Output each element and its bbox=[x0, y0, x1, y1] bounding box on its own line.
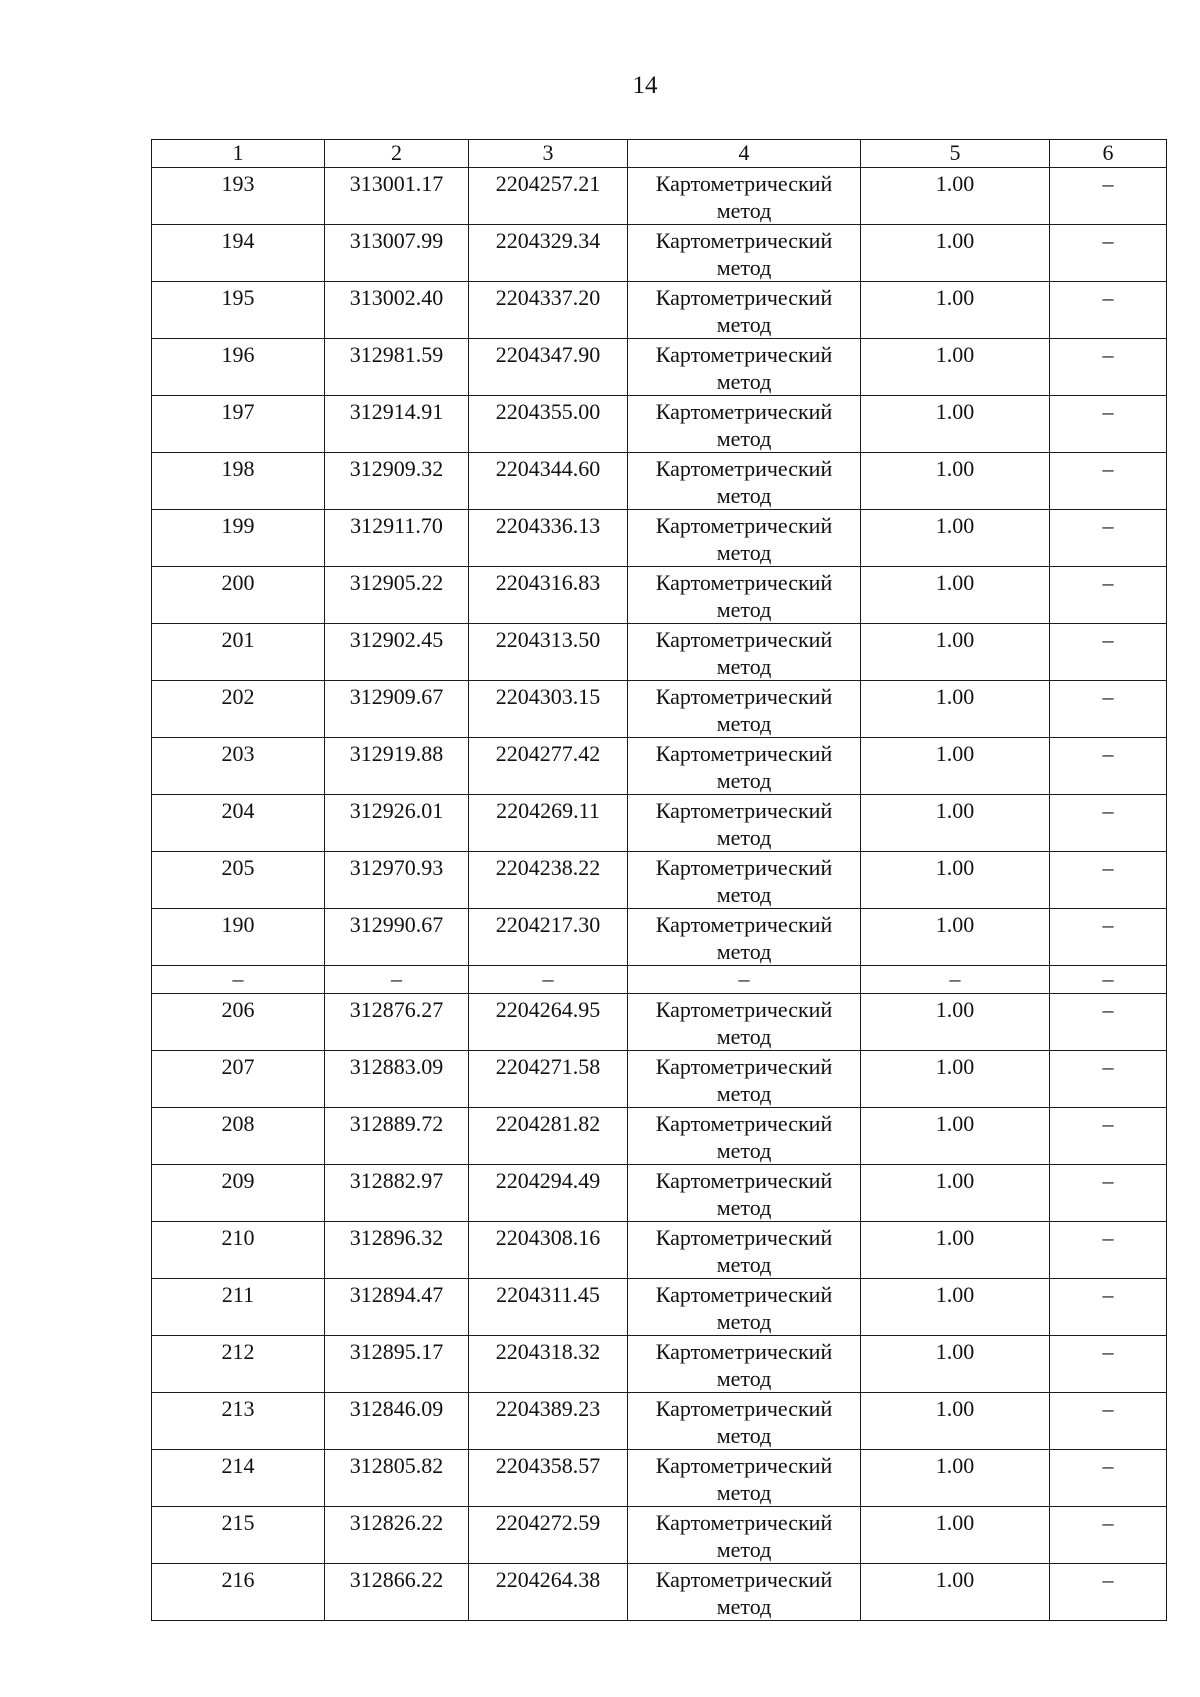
note-cell: – bbox=[1050, 1108, 1167, 1165]
table-row bbox=[152, 681, 1167, 738]
x-coordinate-cell: 313002.40 bbox=[325, 282, 469, 339]
table-row bbox=[152, 282, 1167, 339]
method-text: Картометрический bbox=[655, 1282, 833, 1307]
column-header: 2 bbox=[325, 140, 469, 168]
x-coordinate-cell: 312990.67 bbox=[325, 909, 469, 966]
note-cell: – bbox=[1050, 909, 1167, 966]
table-row bbox=[152, 624, 1167, 681]
y-coordinate-cell: 2204316.83 bbox=[469, 567, 628, 624]
table-header-row bbox=[152, 140, 1167, 168]
y-coordinate-cell: 2204355.00 bbox=[469, 396, 628, 453]
x-coordinate-cell: 312866.22 bbox=[325, 1564, 469, 1621]
method-text: Картометрический bbox=[655, 1567, 833, 1592]
method-text: Картометрический bbox=[655, 1339, 833, 1364]
method-cell bbox=[628, 168, 861, 225]
y-coordinate-cell: 2204329.34 bbox=[469, 225, 628, 282]
x-coordinate-cell: 313001.17 bbox=[325, 168, 469, 225]
method-text: метод bbox=[716, 1138, 772, 1163]
y-coordinate-cell: 2204281.82 bbox=[469, 1108, 628, 1165]
note-cell: – bbox=[1050, 1564, 1167, 1621]
y-coordinate-cell: 2204389.23 bbox=[469, 1393, 628, 1450]
point-number-cell: 203 bbox=[152, 738, 325, 795]
method-cell bbox=[628, 1450, 861, 1507]
method-cell bbox=[628, 567, 861, 624]
x-coordinate-cell: 313007.99 bbox=[325, 225, 469, 282]
method-cell bbox=[628, 453, 861, 510]
point-number-cell: 206 bbox=[152, 994, 325, 1051]
method-cell bbox=[628, 1279, 861, 1336]
x-coordinate-cell: 312894.47 bbox=[325, 1279, 469, 1336]
point-number-cell: 196 bbox=[152, 339, 325, 396]
table-row bbox=[152, 1222, 1167, 1279]
method-cell bbox=[628, 624, 861, 681]
point-number-cell: 197 bbox=[152, 396, 325, 453]
method-text: метод bbox=[716, 1423, 772, 1448]
method-text: метод bbox=[716, 1480, 772, 1505]
x-coordinate-cell: 312981.59 bbox=[325, 339, 469, 396]
accuracy-cell: 1.00 bbox=[861, 396, 1050, 453]
y-coordinate-cell: 2204269.11 bbox=[469, 795, 628, 852]
method-text: метод bbox=[716, 939, 772, 964]
table-row bbox=[152, 994, 1167, 1051]
note-cell: – bbox=[1050, 852, 1167, 909]
method-cell bbox=[628, 994, 861, 1051]
note-cell: – bbox=[1050, 453, 1167, 510]
table-row bbox=[152, 510, 1167, 567]
method-text: Картометрический bbox=[655, 228, 833, 253]
method-text: метод bbox=[716, 711, 772, 736]
x-coordinate-cell: 312876.27 bbox=[325, 994, 469, 1051]
method-cell bbox=[628, 681, 861, 738]
method-text: Картометрический bbox=[655, 342, 833, 367]
column-header: 1 bbox=[152, 140, 325, 168]
method-text: метод bbox=[716, 882, 772, 907]
point-number-cell: 199 bbox=[152, 510, 325, 567]
method-text: Картометрический bbox=[655, 456, 833, 481]
x-coordinate-cell: 312909.32 bbox=[325, 453, 469, 510]
table-row bbox=[152, 396, 1167, 453]
point-number-cell: 208 bbox=[152, 1108, 325, 1165]
point-number-cell: 205 bbox=[152, 852, 325, 909]
column-header: 4 bbox=[628, 140, 861, 168]
method-text: Картометрический bbox=[655, 285, 833, 310]
note-cell: – bbox=[1050, 396, 1167, 453]
x-coordinate-cell: 312846.09 bbox=[325, 1393, 469, 1450]
y-coordinate-cell: 2204238.22 bbox=[469, 852, 628, 909]
y-coordinate-cell: 2204257.21 bbox=[469, 168, 628, 225]
y-coordinate-cell: 2204217.30 bbox=[469, 909, 628, 966]
point-number-cell: 212 bbox=[152, 1336, 325, 1393]
y-coordinate-cell: 2204272.59 bbox=[469, 1507, 628, 1564]
x-coordinate-cell: – bbox=[325, 966, 469, 994]
method-text: Картометрический bbox=[655, 741, 833, 766]
point-number-cell: – bbox=[152, 966, 325, 994]
note-cell: – bbox=[1050, 1336, 1167, 1393]
note-cell: – bbox=[1050, 510, 1167, 567]
table-row bbox=[152, 453, 1167, 510]
method-text: Картометрический bbox=[655, 570, 833, 595]
accuracy-cell: 1.00 bbox=[861, 282, 1050, 339]
table-row bbox=[152, 1393, 1167, 1450]
y-coordinate-cell: 2204336.13 bbox=[469, 510, 628, 567]
y-coordinate-cell: 2204347.90 bbox=[469, 339, 628, 396]
coordinates-table-body bbox=[152, 140, 1167, 1621]
accuracy-cell: 1.00 bbox=[861, 1450, 1050, 1507]
x-coordinate-cell: 312919.88 bbox=[325, 738, 469, 795]
accuracy-cell: 1.00 bbox=[861, 1222, 1050, 1279]
x-coordinate-cell: 312805.82 bbox=[325, 1450, 469, 1507]
point-number-cell: 198 bbox=[152, 453, 325, 510]
method-text: Картометрический bbox=[655, 798, 833, 823]
point-number-cell: 202 bbox=[152, 681, 325, 738]
x-coordinate-cell: 312889.72 bbox=[325, 1108, 469, 1165]
accuracy-cell: 1.00 bbox=[861, 1051, 1050, 1108]
x-coordinate-cell: 312896.32 bbox=[325, 1222, 469, 1279]
y-coordinate-cell: 2204311.45 bbox=[469, 1279, 628, 1336]
method-text: метод bbox=[716, 1252, 772, 1277]
method-cell bbox=[628, 225, 861, 282]
x-coordinate-cell: 312902.45 bbox=[325, 624, 469, 681]
accuracy-cell: 1.00 bbox=[861, 994, 1050, 1051]
method-text: метод bbox=[716, 540, 772, 565]
table-row bbox=[152, 567, 1167, 624]
method-text: Картометрический bbox=[655, 1111, 833, 1136]
x-coordinate-cell: 312882.97 bbox=[325, 1165, 469, 1222]
method-cell bbox=[628, 795, 861, 852]
method-text: метод bbox=[716, 1195, 772, 1220]
note-cell: – bbox=[1050, 567, 1167, 624]
point-number-cell: 211 bbox=[152, 1279, 325, 1336]
method-cell bbox=[628, 1507, 861, 1564]
accuracy-cell: 1.00 bbox=[861, 909, 1050, 966]
y-coordinate-cell: 2204271.58 bbox=[469, 1051, 628, 1108]
x-coordinate-cell: 312926.01 bbox=[325, 795, 469, 852]
point-number-cell: 194 bbox=[152, 225, 325, 282]
method-text: Картометрический bbox=[655, 855, 833, 880]
y-coordinate-cell: 2204308.16 bbox=[469, 1222, 628, 1279]
method-text: метод bbox=[716, 1537, 772, 1562]
note-cell: – bbox=[1050, 681, 1167, 738]
method-text: метод bbox=[716, 768, 772, 793]
method-cell bbox=[628, 738, 861, 795]
table-row bbox=[152, 738, 1167, 795]
method-text: Картометрический bbox=[655, 1054, 833, 1079]
point-number-cell: 207 bbox=[152, 1051, 325, 1108]
point-number-cell: 190 bbox=[152, 909, 325, 966]
method-text: Картометрический bbox=[655, 997, 833, 1022]
x-coordinate-cell: 312905.22 bbox=[325, 567, 469, 624]
separator-row bbox=[152, 966, 1167, 994]
point-number-cell: 216 bbox=[152, 1564, 325, 1621]
x-coordinate-cell: 312911.70 bbox=[325, 510, 469, 567]
accuracy-cell: 1.00 bbox=[861, 681, 1050, 738]
method-cell bbox=[628, 1108, 861, 1165]
y-coordinate-cell: 2204303.15 bbox=[469, 681, 628, 738]
accuracy-cell: 1.00 bbox=[861, 738, 1050, 795]
y-coordinate-cell: 2204358.57 bbox=[469, 1450, 628, 1507]
note-cell: – bbox=[1050, 282, 1167, 339]
method-cell bbox=[628, 1564, 861, 1621]
y-coordinate-cell: 2204264.95 bbox=[469, 994, 628, 1051]
table-row bbox=[152, 1507, 1167, 1564]
table-row bbox=[152, 1279, 1167, 1336]
method-text: Картометрический bbox=[655, 399, 833, 424]
point-number-cell: 193 bbox=[152, 168, 325, 225]
note-cell: – bbox=[1050, 225, 1167, 282]
point-number-cell: 201 bbox=[152, 624, 325, 681]
method-text: Картометрический bbox=[655, 171, 833, 196]
note-cell: – bbox=[1050, 1393, 1167, 1450]
point-number-cell: 213 bbox=[152, 1393, 325, 1450]
method-cell bbox=[628, 1051, 861, 1108]
column-header: 3 bbox=[469, 140, 628, 168]
method-cell bbox=[628, 1393, 861, 1450]
note-cell: – bbox=[1050, 1450, 1167, 1507]
accuracy-cell: 1.00 bbox=[861, 852, 1050, 909]
accuracy-cell: – bbox=[861, 966, 1050, 994]
x-coordinate-cell: 312970.93 bbox=[325, 852, 469, 909]
note-cell: – bbox=[1050, 795, 1167, 852]
table-row bbox=[152, 1564, 1167, 1621]
accuracy-cell: 1.00 bbox=[861, 1564, 1050, 1621]
method-cell bbox=[628, 852, 861, 909]
table-row bbox=[152, 909, 1167, 966]
point-number-cell: 210 bbox=[152, 1222, 325, 1279]
method-text: Картометрический bbox=[655, 1453, 833, 1478]
column-header: 5 bbox=[861, 140, 1050, 168]
note-cell: – bbox=[1050, 738, 1167, 795]
accuracy-cell: 1.00 bbox=[861, 510, 1050, 567]
method-text: Картометрический bbox=[655, 912, 833, 937]
table-row bbox=[152, 1336, 1167, 1393]
note-cell: – bbox=[1050, 1051, 1167, 1108]
method-cell bbox=[628, 396, 861, 453]
y-coordinate-cell: 2204264.38 bbox=[469, 1564, 628, 1621]
method-text: Картометрический bbox=[655, 513, 833, 538]
method-cell bbox=[628, 909, 861, 966]
method-text: Картометрический bbox=[655, 1225, 833, 1250]
page-number: 14 bbox=[632, 72, 658, 99]
method-text: метод bbox=[716, 369, 772, 394]
note-cell: – bbox=[1050, 1165, 1167, 1222]
note-cell: – bbox=[1050, 994, 1167, 1051]
note-cell: – bbox=[1050, 1507, 1167, 1564]
point-number-cell: 195 bbox=[152, 282, 325, 339]
method-text: метод bbox=[716, 1024, 772, 1049]
x-coordinate-cell: 312909.67 bbox=[325, 681, 469, 738]
table-row bbox=[152, 339, 1167, 396]
method-cell bbox=[628, 1222, 861, 1279]
point-number-cell: 215 bbox=[152, 1507, 325, 1564]
method-text: – bbox=[738, 966, 750, 991]
accuracy-cell: 1.00 bbox=[861, 225, 1050, 282]
accuracy-cell: 1.00 bbox=[861, 453, 1050, 510]
y-coordinate-cell: – bbox=[469, 966, 628, 994]
coordinates-table bbox=[151, 139, 1167, 1621]
method-text: метод bbox=[716, 597, 772, 622]
note-cell: – bbox=[1050, 339, 1167, 396]
accuracy-cell: 1.00 bbox=[861, 624, 1050, 681]
point-number-cell: 209 bbox=[152, 1165, 325, 1222]
method-text: метод bbox=[716, 483, 772, 508]
method-cell bbox=[628, 339, 861, 396]
y-coordinate-cell: 2204277.42 bbox=[469, 738, 628, 795]
method-text: метод bbox=[716, 198, 772, 223]
x-coordinate-cell: 312895.17 bbox=[325, 1336, 469, 1393]
method-text: метод bbox=[716, 312, 772, 337]
method-text: метод bbox=[716, 426, 772, 451]
method-text: метод bbox=[716, 1366, 772, 1391]
point-number-cell: 204 bbox=[152, 795, 325, 852]
x-coordinate-cell: 312914.91 bbox=[325, 396, 469, 453]
method-text: метод bbox=[716, 825, 772, 850]
table-row bbox=[152, 1165, 1167, 1222]
note-cell: – bbox=[1050, 1279, 1167, 1336]
table-row bbox=[152, 852, 1167, 909]
method-text: Картометрический bbox=[655, 1510, 833, 1535]
method-text: метод bbox=[716, 654, 772, 679]
accuracy-cell: 1.00 bbox=[861, 168, 1050, 225]
table-row bbox=[152, 225, 1167, 282]
accuracy-cell: 1.00 bbox=[861, 1108, 1050, 1165]
note-cell: – bbox=[1050, 168, 1167, 225]
accuracy-cell: 1.00 bbox=[861, 339, 1050, 396]
method-text: метод bbox=[716, 255, 772, 280]
method-text: метод bbox=[716, 1081, 772, 1106]
y-coordinate-cell: 2204337.20 bbox=[469, 282, 628, 339]
column-header: 6 bbox=[1050, 140, 1167, 168]
table-row bbox=[152, 1450, 1167, 1507]
table-row bbox=[152, 1051, 1167, 1108]
method-text: Картометрический bbox=[655, 1396, 833, 1421]
method-cell bbox=[628, 282, 861, 339]
method-cell bbox=[628, 966, 861, 994]
method-text: метод bbox=[716, 1309, 772, 1334]
method-text: Картометрический bbox=[655, 1168, 833, 1193]
method-cell bbox=[628, 1165, 861, 1222]
note-cell: – bbox=[1050, 624, 1167, 681]
accuracy-cell: 1.00 bbox=[861, 1165, 1050, 1222]
x-coordinate-cell: 312826.22 bbox=[325, 1507, 469, 1564]
accuracy-cell: 1.00 bbox=[861, 1279, 1050, 1336]
table-row bbox=[152, 168, 1167, 225]
method-cell bbox=[628, 510, 861, 567]
y-coordinate-cell: 2204294.49 bbox=[469, 1165, 628, 1222]
table-row bbox=[152, 1108, 1167, 1165]
note-cell: – bbox=[1050, 966, 1167, 994]
y-coordinate-cell: 2204313.50 bbox=[469, 624, 628, 681]
x-coordinate-cell: 312883.09 bbox=[325, 1051, 469, 1108]
method-cell bbox=[628, 1336, 861, 1393]
accuracy-cell: 1.00 bbox=[861, 567, 1050, 624]
note-cell: – bbox=[1050, 1222, 1167, 1279]
y-coordinate-cell: 2204344.60 bbox=[469, 453, 628, 510]
accuracy-cell: 1.00 bbox=[861, 795, 1050, 852]
point-number-cell: 200 bbox=[152, 567, 325, 624]
method-text: Картометрический bbox=[655, 627, 833, 652]
method-text: Картометрический bbox=[655, 684, 833, 709]
y-coordinate-cell: 2204318.32 bbox=[469, 1336, 628, 1393]
accuracy-cell: 1.00 bbox=[861, 1393, 1050, 1450]
method-text: метод bbox=[716, 1594, 772, 1619]
point-number-cell: 214 bbox=[152, 1450, 325, 1507]
accuracy-cell: 1.00 bbox=[861, 1507, 1050, 1564]
table-row bbox=[152, 795, 1167, 852]
accuracy-cell: 1.00 bbox=[861, 1336, 1050, 1393]
